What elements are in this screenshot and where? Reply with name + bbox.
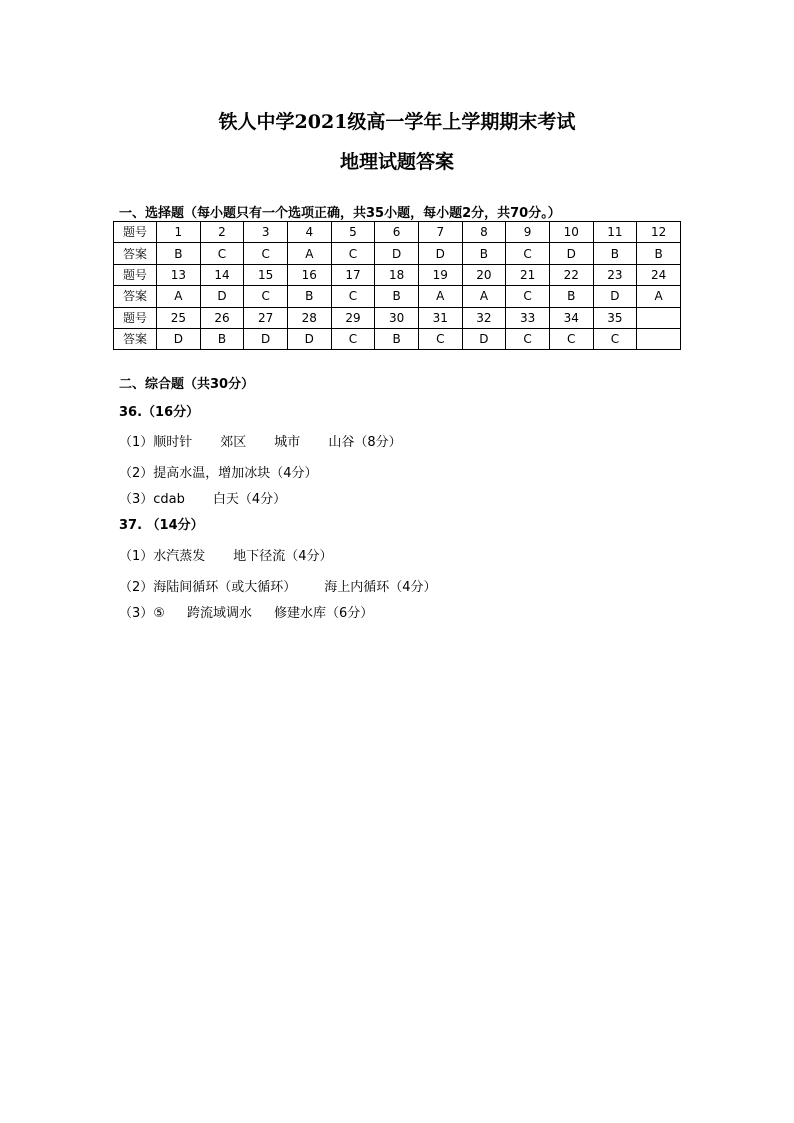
answer-cell: A [637,286,681,307]
answer-cell: A [462,286,506,307]
answer-cell: D [375,243,419,264]
answer-cell: D [287,328,331,349]
answer-table [113,221,681,350]
question-cell: 15 [244,264,288,285]
question-cell: 16 [287,264,331,285]
table-row-answers [114,286,681,307]
question-cell: 22 [549,264,593,285]
question-cell: 5 [331,222,375,243]
answer-cell: B [462,243,506,264]
question-cell: 2 [200,222,244,243]
question-cell: 27 [244,307,288,328]
answer-cell: C [549,328,593,349]
answer-label-cell: 答案 [114,243,157,264]
answer-text: 山谷（8分） [328,435,402,450]
answer-cell: D [549,243,593,264]
answer-cell: D [593,286,637,307]
answer-text: （3）⑤ [119,606,165,621]
answer-cell: C [331,328,375,349]
section-2-heading: 二、综合题（共30分） [119,377,255,392]
question-cell: 24 [637,264,681,285]
question-cell: 26 [200,307,244,328]
q36-answer-1 [119,431,402,450]
question-cell: 33 [506,307,550,328]
question-cell: 1 [157,222,201,243]
table-row-questions [114,222,681,243]
question-cell: 34 [549,307,593,328]
table-row-answers [114,243,681,264]
question-cell: 21 [506,264,550,285]
exam-title: 铁人中学2021级高一学年上学期期末考试 [218,111,576,133]
answer-cell: D [244,328,288,349]
answer-cell: D [418,243,462,264]
question-label-cell: 题号 [114,222,157,243]
question-cell: 20 [462,264,506,285]
answer-cell: C [331,243,375,264]
question-cell: 3 [244,222,288,243]
exam-subtitle: 地理试题答案 [339,151,454,173]
answer-text: （1）顺时针 [119,435,193,450]
question-cell: 10 [549,222,593,243]
answer-text: 地下径流（4分） [233,549,333,564]
answer-text: （3）cdab [119,492,185,507]
question-cell: 8 [462,222,506,243]
table-row-questions [114,264,681,285]
answer-text: 城市 [274,435,301,450]
answer-cell: B [637,243,681,264]
question-cell: 11 [593,222,637,243]
question-36-heading: 36.（16分） [119,405,200,420]
answer-text: 海上内循环（4分） [324,580,437,595]
answer-text: 白天（4分） [212,492,287,507]
question-cell: 28 [287,307,331,328]
answer-text: （2）提高水温，增加冰块（4分） [119,466,318,481]
answer-cell [637,328,681,349]
q36-answer-3 [119,488,286,507]
table-row-answers [114,328,681,349]
answer-text: （1）水汽蒸发 [119,549,206,564]
answer-cell: D [462,328,506,349]
answer-cell: B [157,243,201,264]
question-cell [637,307,681,328]
answer-cell: D [200,286,244,307]
q37-answer-3 [119,602,373,621]
answer-cell: B [287,286,331,307]
q37-answer-2 [119,576,437,595]
question-cell: 31 [418,307,462,328]
question-37-heading: 37. （14分） [119,518,204,533]
answer-cell: C [506,328,550,349]
question-cell: 17 [331,264,375,285]
answer-cell: C [506,243,550,264]
question-label-cell: 题号 [114,307,157,328]
answer-cell: C [200,243,244,264]
section-1-heading: 一、选择题（每小题只有一个选项正确，共35小题，每小题2分，共70分。） [119,206,561,221]
question-cell: 4 [287,222,331,243]
answer-cell: C [244,286,288,307]
answer-cell: C [244,243,288,264]
answer-cell: B [375,286,419,307]
q37-answer-1 [119,545,333,564]
answer-cell: B [593,243,637,264]
answer-text: （2）海陆间循环（或大循环） [119,580,297,595]
question-cell: 25 [157,307,201,328]
answer-cell: B [549,286,593,307]
answer-label-cell: 答案 [114,328,157,349]
table-row-questions [114,307,681,328]
question-cell: 7 [418,222,462,243]
answer-text: 修建水库（6分） [273,606,374,621]
question-cell: 32 [462,307,506,328]
answer-label-cell: 答案 [114,286,157,307]
answer-cell: C [331,286,375,307]
question-cell: 30 [375,307,419,328]
question-cell: 6 [375,222,419,243]
answer-text: 跨流域调水 [186,606,252,621]
answer-cell: D [157,328,201,349]
answer-cell: C [506,286,550,307]
answer-cell: A [287,243,331,264]
answer-cell: B [375,328,419,349]
answer-cell: A [157,286,201,307]
question-cell: 14 [200,264,244,285]
question-cell: 18 [375,264,419,285]
answer-cell: B [200,328,244,349]
question-label-cell: 题号 [114,264,157,285]
question-cell: 9 [506,222,550,243]
answer-cell: C [418,328,462,349]
answer-cell: C [593,328,637,349]
question-cell: 35 [593,307,637,328]
q36-answer-2 [119,462,318,481]
answer-cell: A [418,286,462,307]
question-cell: 23 [593,264,637,285]
question-cell: 12 [637,222,681,243]
answer-text: 郊区 [220,435,247,450]
question-cell: 13 [157,264,201,285]
question-cell: 19 [418,264,462,285]
question-cell: 29 [331,307,375,328]
